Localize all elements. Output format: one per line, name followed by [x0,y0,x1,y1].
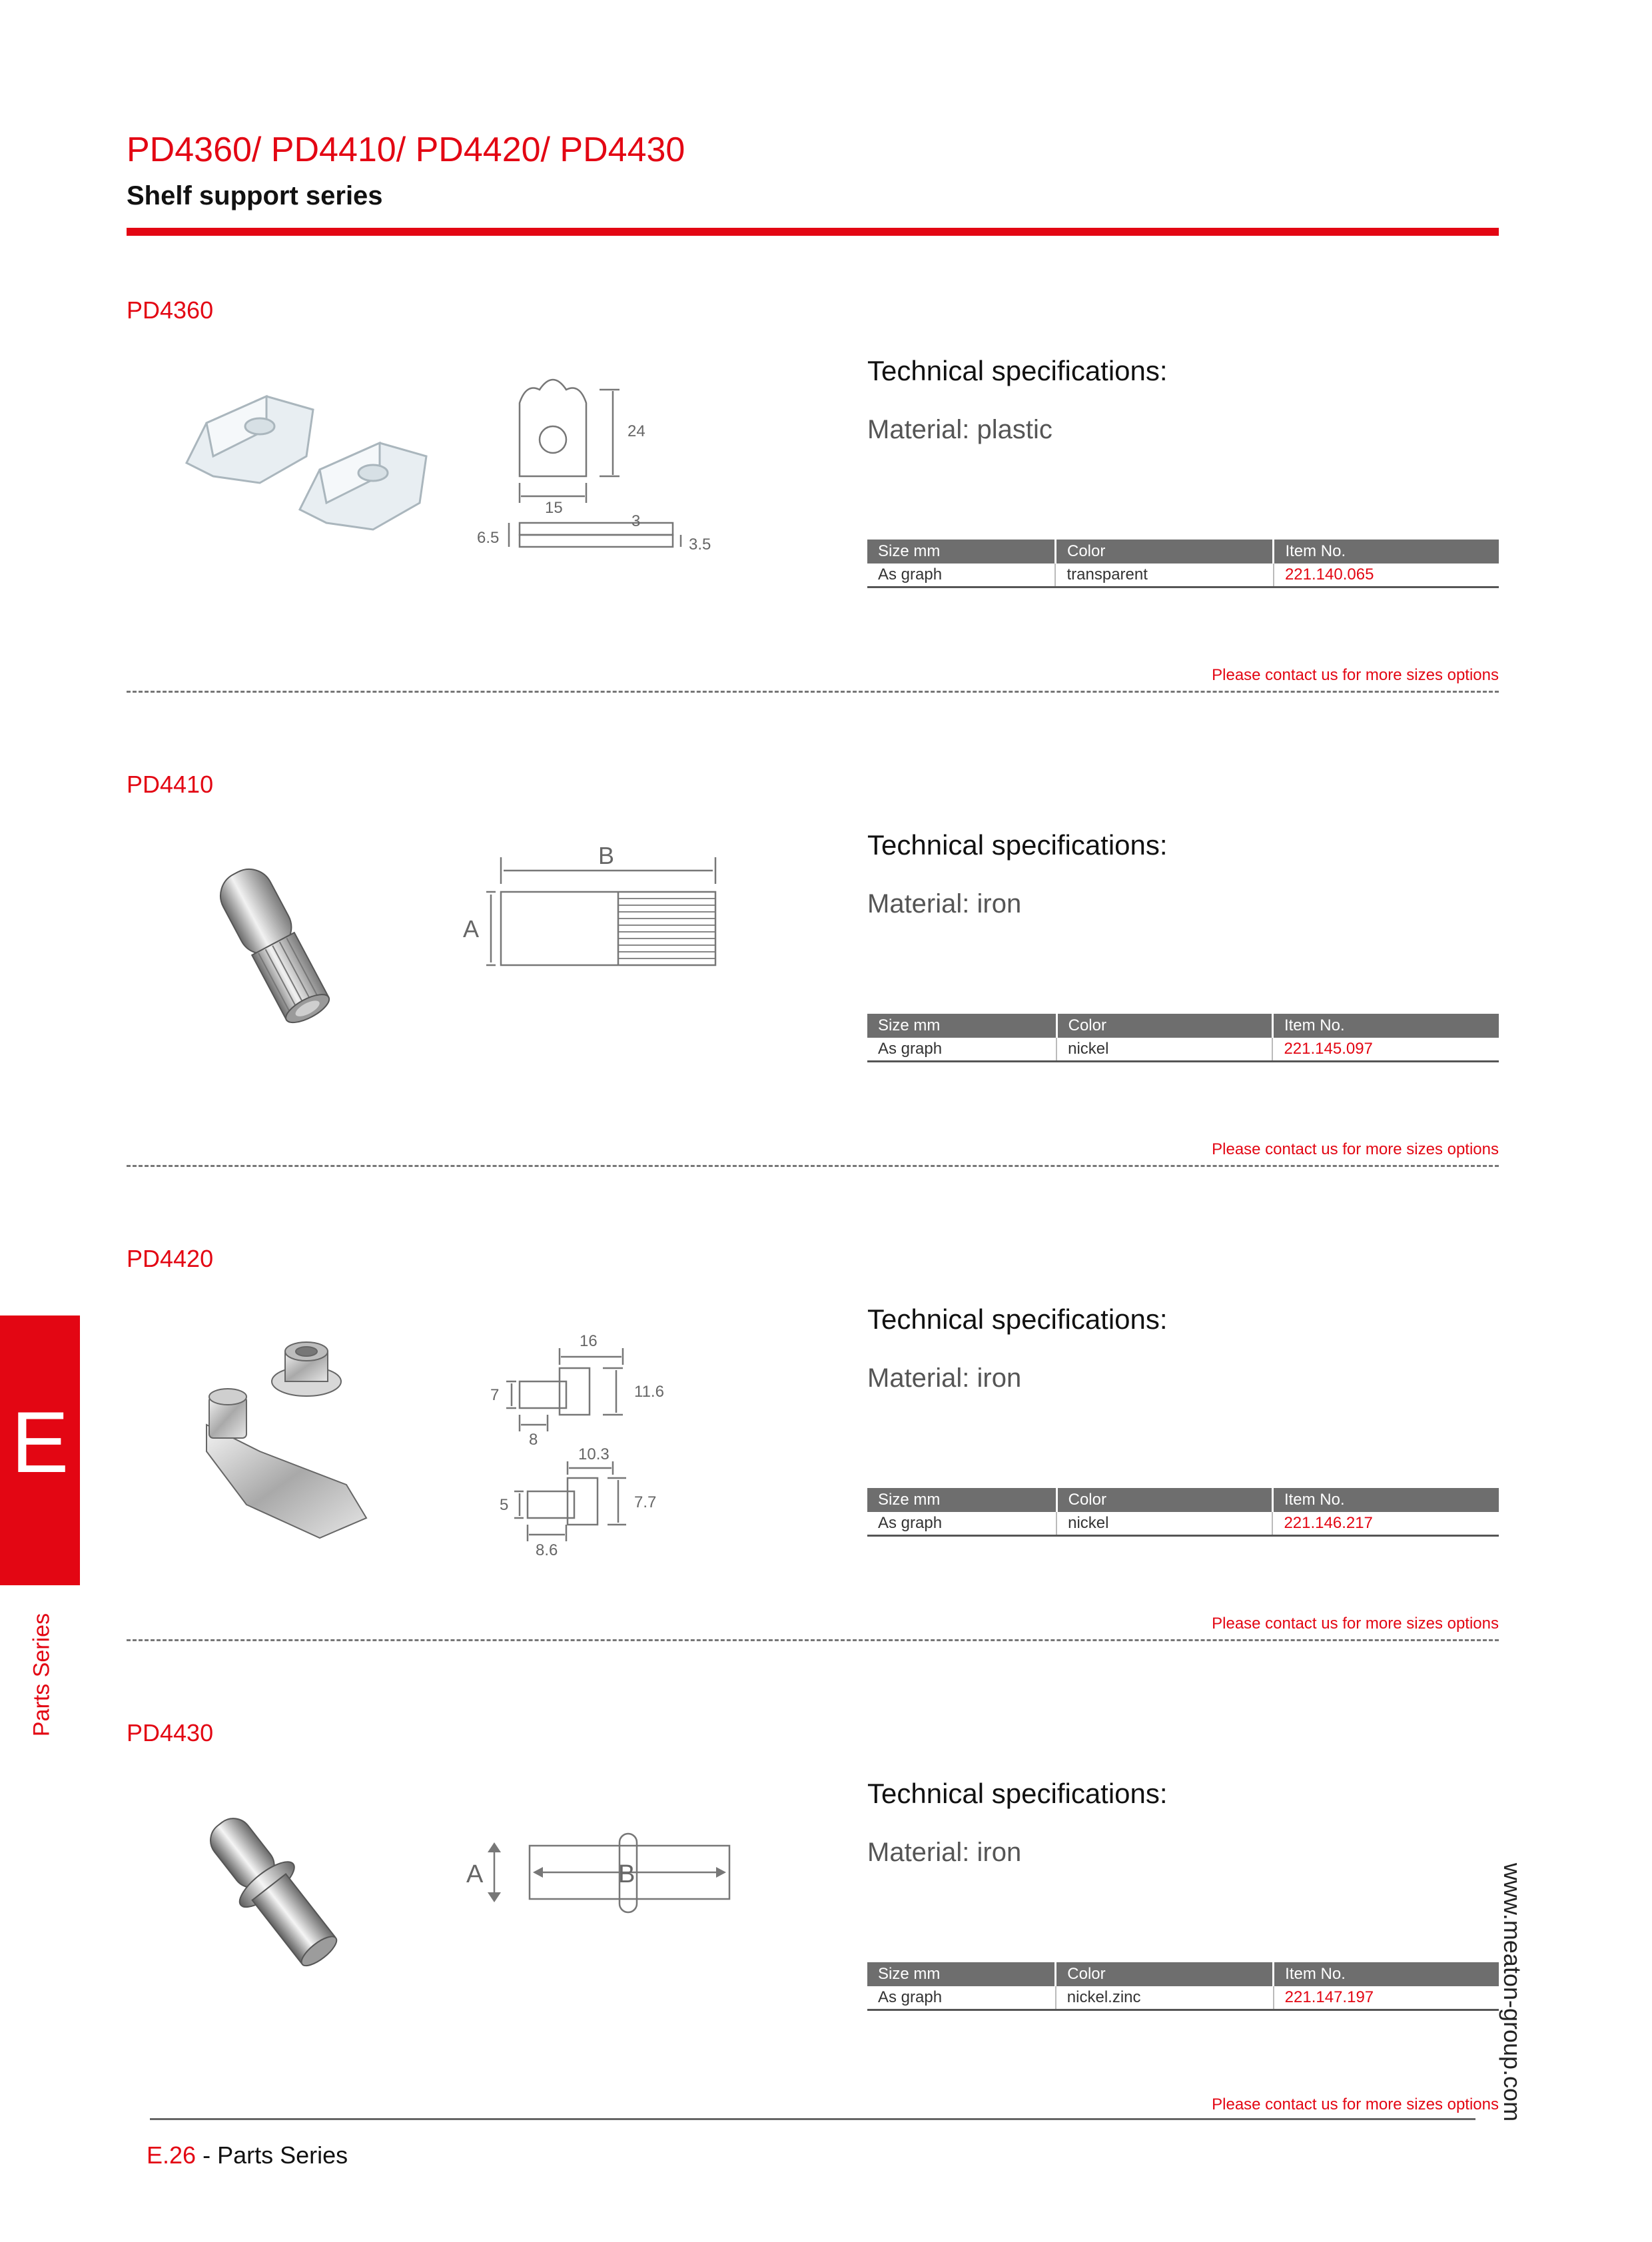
dim-label: 3 [631,512,641,530]
table-header-row [867,1962,1499,1986]
side-tab-letter: E [11,1393,69,1491]
dim-label: A [466,1860,484,1888]
dim-label: 6.5 [477,529,500,547]
spec-table [867,540,1499,588]
dim-label: 8.6 [536,1541,558,1559]
table-row [867,1038,1499,1062]
contact-note: Please contact us for more sizes options [1212,666,1499,684]
dim-label: B [598,842,615,869]
spec-table [867,1488,1499,1537]
technical-drawing-pd4420 [466,1311,746,1591]
col-header-size: Size mm [867,540,1055,563]
product-photo-pin [167,844,380,1044]
material-text: Material: plastic [867,415,1052,444]
contact-note: Please contact us for more sizes options [1212,1615,1499,1633]
cell-item-no: 221.140.065 [1274,563,1499,587]
spec-table [867,1014,1499,1062]
col-header-color: Color [1056,1488,1272,1512]
dim-label: 15 [545,499,563,517]
section-divider [127,1639,1499,1641]
side-tab-label [25,1609,59,1742]
dim-label: 7.7 [634,1493,657,1511]
table-row [867,1512,1499,1536]
dim-label: 8 [529,1431,538,1449]
footer-separator: - [196,2141,218,2169]
page-subtitle: Shelf support series [127,181,383,210]
col-header-size: Size mm [867,1014,1056,1038]
product-code: PD4430 [127,1719,214,1746]
footer-rule [150,2118,1475,2120]
cell-item-no: 221.146.217 [1272,1512,1499,1536]
cell-item-no: 221.145.097 [1272,1038,1499,1062]
cell-color: nickel.zinc [1056,1986,1274,2010]
col-header-size: Size mm [867,1962,1056,1986]
cell-size: As graph [867,1512,1056,1536]
material-text: Material: iron [867,889,1022,919]
dim-label: 10.3 [578,1445,610,1463]
product-photo-spoon-support [167,1318,393,1558]
dim-label: 5 [500,1496,509,1514]
cell-color: nickel [1056,1512,1272,1536]
col-header-size: Size mm [867,1488,1056,1512]
contact-note: Please contact us for more sizes options [1212,1140,1499,1158]
product-section-pd4360 [0,296,1652,771]
section-divider [127,1165,1499,1167]
section-divider [127,691,1499,693]
cell-size: As graph [867,1986,1056,2010]
dim-label: 24 [627,422,645,440]
website-url: www.meaton-group.com [1499,1862,1526,2122]
product-code: PD4420 [127,1245,214,1272]
title-rule [127,228,1499,236]
cell-item-no: 221.147.197 [1274,1986,1499,2010]
product-section-pd4420 [0,1245,1652,1719]
cell-color: nickel [1056,1038,1272,1062]
dim-label: 7 [490,1386,500,1404]
contact-note: Please contact us for more sizes options [1212,2095,1499,2113]
dim-label: 16 [580,1332,598,1350]
page-title: PD4360/ PD4410/ PD4420/ PD4430 [127,131,685,169]
product-code: PD4360 [127,296,214,324]
spec-heading: Technical specifications: [867,1778,1168,1809]
technical-drawing-pd4410 [463,837,733,997]
col-header-color: Color [1056,1962,1274,1986]
product-photo-clear-clip [167,370,460,569]
side-tab-label-text: Parts Series [29,1613,55,1737]
col-header-color: Color [1055,540,1273,563]
table-row [867,563,1499,587]
dim-label: B [618,1860,635,1888]
product-section-pd4430 [0,1719,1652,2193]
footer [147,2141,348,2169]
cell-size: As graph [867,563,1055,587]
dim-label: 3.5 [689,536,711,554]
footer-section: Parts Series [217,2141,348,2169]
spec-heading: Technical specifications: [867,1304,1168,1335]
spec-heading: Technical specifications: [867,829,1168,861]
table-row [867,1986,1499,2010]
page-number: E.26 [147,2141,197,2169]
table-header-row [867,1488,1499,1512]
technical-drawing-pd4430 [466,1786,746,1946]
product-section-pd4410 [0,771,1652,1245]
col-header-color: Color [1056,1014,1272,1038]
spec-heading: Technical specifications: [867,355,1168,386]
website-vertical [1492,1858,1532,2125]
col-header-item: Item No. [1272,1488,1499,1512]
material-text: Material: iron [867,1363,1022,1393]
cell-color: transparent [1055,563,1273,587]
cell-size: As graph [867,1038,1056,1062]
table-header-row [867,1014,1499,1038]
product-code: PD4410 [127,771,214,798]
dim-label: 11.6 [634,1383,664,1401]
product-photo-peg [167,1792,380,1992]
dim-label: A [463,915,480,942]
technical-drawing-pd4360 [466,363,746,583]
col-header-item: Item No. [1274,1962,1499,1986]
material-text: Material: iron [867,1838,1022,1867]
col-header-item: Item No. [1274,540,1499,563]
table-header-row [867,540,1499,563]
col-header-item: Item No. [1272,1014,1499,1038]
spec-table [867,1962,1499,2011]
